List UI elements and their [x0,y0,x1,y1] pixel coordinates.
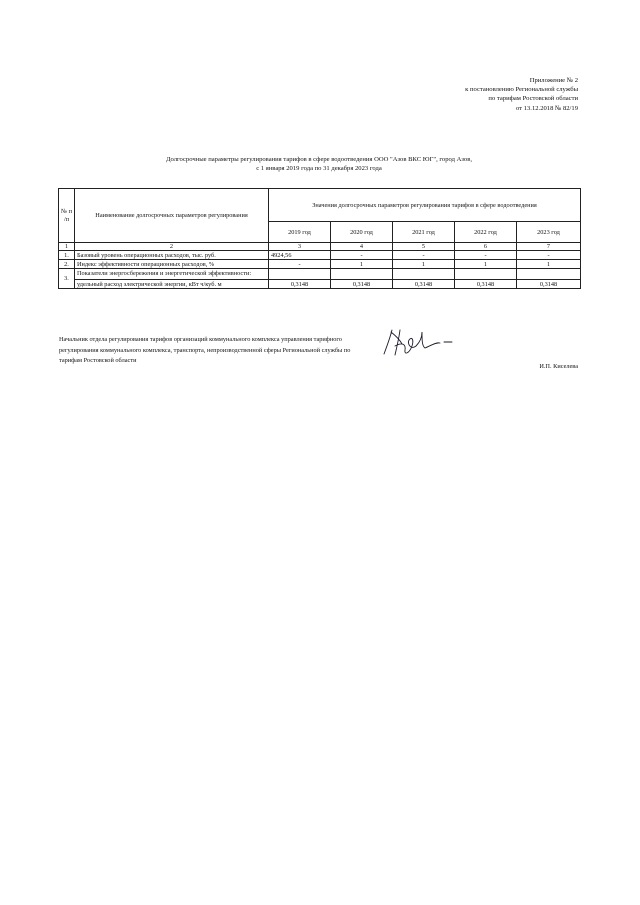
column-index: 1 [59,243,75,251]
header-parameter-name: Наименование долгосрочных параметров регулирования [75,189,269,243]
empty-cell [331,269,393,280]
appendix-block [465,76,578,113]
column-index: 5 [393,243,455,251]
row-value: 1 [393,260,455,269]
signatory-position: Начальник отдела регулирования тарифов организаций коммунального комплекса управления тарифного регулирования коммунального комплекса, транспорта, непроизводственной сферы Региональной службы по тарифам Ростовской области [59,336,351,365]
column-index: 3 [269,243,331,251]
header-number: № п /п [59,189,75,243]
column-index: 6 [455,243,517,251]
row-value: 4924,56 [269,251,331,260]
row-parameter-name: удельный расход электрической энергии, кВт ч/куб. м [75,280,269,289]
appendix-resolution: к постановлению Региональной службы [465,86,578,94]
title-line-2: с 1 января 2019 года по 31 декабря 2023 года [256,165,382,173]
column-index: 2 [75,243,269,251]
table-row [59,260,581,269]
row-number: 1. [59,251,75,260]
table-row [59,280,581,289]
row-value: 0,3148 [455,280,517,289]
row-value: 0,3148 [517,280,581,289]
parameters-table [58,188,581,289]
year-header: 2023 год [517,222,581,243]
year-header: 2021 год [393,222,455,243]
title-line-1: Долгосрочные параметры регулирования тарифов в сфере водоотведения ООО "Азов ВКС ЮГ", город Азов, [166,156,472,163]
row-number: 2. [59,260,75,269]
document-title [60,155,578,173]
year-header: 2019 год [269,222,331,243]
column-index-row [59,243,581,251]
row-value: 0,3148 [393,280,455,289]
year-header: 2020 год [331,222,393,243]
appendix-date: от 13.12.2018 № 82/19 [515,104,578,112]
table-row [59,269,581,280]
row-value: - [455,251,517,260]
appendix-authority: по тарифам Ростовской области [488,95,578,103]
empty-cell [455,269,517,280]
row-value: - [517,251,581,260]
row-value: 1 [331,260,393,269]
row-value: 0,3148 [331,280,393,289]
column-index: 7 [517,243,581,251]
row-value: - [269,260,331,269]
row-value: 0,3148 [269,280,331,289]
row-value: - [393,251,455,260]
header-values: Значения долгосрочных параметров регулирования тарифов в сфере водоотведения [269,189,581,222]
row-parameter-name: Базовый уровень операционных расходов, тыс. руб. [75,251,269,260]
row-value: 1 [455,260,517,269]
row-parameter-name: Индекс эффективности операционных расходов, % [75,260,269,269]
table-header-row [59,189,581,222]
row-parameter-group: Показатели энергосбережения и энергетической эффективности: [75,269,269,280]
table-row [59,251,581,260]
year-header: 2022 год [455,222,517,243]
row-number: 3. [59,269,75,289]
row-value: 1 [517,260,581,269]
handwritten-signature [378,322,458,362]
appendix-number: Приложение № 2 [529,77,578,84]
empty-cell [269,269,331,280]
row-value: - [331,251,393,260]
empty-cell [517,269,581,280]
column-index: 4 [331,243,393,251]
empty-cell [393,269,455,280]
signer-name: И.П. Киселева [539,363,578,370]
